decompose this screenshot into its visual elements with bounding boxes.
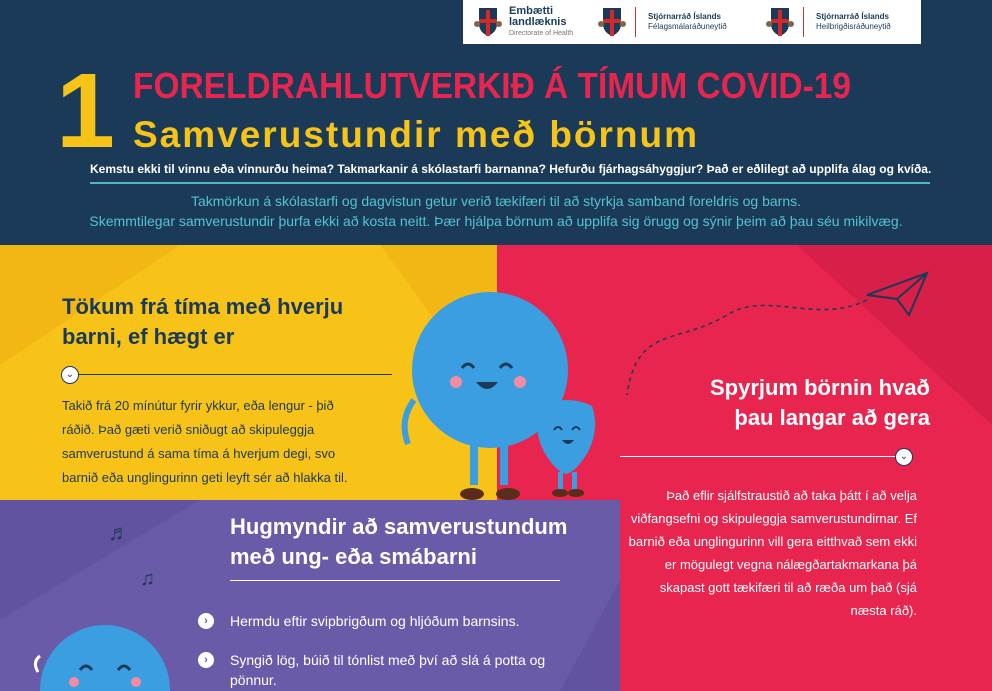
logo-line: Stjórnarráð Íslands	[648, 12, 721, 21]
chevron-right-icon: ›	[198, 613, 214, 629]
list-item	[198, 650, 558, 690]
divider	[230, 580, 560, 581]
divider	[803, 7, 804, 37]
chevron-right-icon: ›	[198, 652, 214, 668]
section-body: Það eflir sjálfstraustið að taka þátt í að velja viðfangsefni og skipuleggja samverustundirnar. Ef barnið eða unglingurinn vill gera eitthvað sem ekki er mögulegt vegna nálægðartakmarkana þá skapast gott tækifæri til að ræða um það (sjá næsta ráð).	[628, 488, 917, 618]
music-note-icon: ♫	[140, 568, 155, 590]
lead-text: Skemmtilegar samverustundir þurfa ekki að kosta neitt. Þær hjálpa börnum að upplifa sig örugg og sýnir þeim að þau séu mikilvæg.	[89, 213, 903, 229]
tip-number: 1	[56, 52, 111, 170]
section-heading: Spyrjum börnin hvað þau langar að gera	[709, 375, 930, 430]
logo-line: landlæknis	[509, 15, 567, 28]
divider	[90, 182, 930, 184]
logo-line: Heilbrigðisráðuneytið	[816, 22, 891, 31]
section-heading: Tökum frá tíma með hverju barni, ef hægt er	[62, 294, 344, 349]
logo-strip	[463, 0, 921, 44]
big-character	[405, 292, 568, 500]
list-item-text: Syngið lög, búið til tónlist með því að slá á potta og pönnur.	[230, 652, 546, 688]
section-body: Takið frá 20 mínútur fyrir ykkur, eða lengur - þið ráðið. Það gæti verið sniðugt að skipuleggja samverustund á sama tíma á hverjum degi, svo barnið eða unglingurinn geti leyft sér að hlakka til.	[62, 398, 348, 485]
chevron-down-icon: ⌄	[895, 448, 913, 466]
lead-text: Takmörkun á skólastarfi og dagvistun getur verið tækifæri til að styrkja samband foreldris og barns.	[190, 193, 802, 209]
chevron-down-icon: ⌄	[61, 366, 79, 384]
page-subtitle: Samverustundir með börnum	[133, 114, 700, 155]
small-character	[537, 400, 595, 497]
list-item-text: Hermdu eftir svipbrigðum og hljóðum barnsins.	[230, 613, 520, 629]
section-heading: Hugmyndir að samverustundum með ung- eða smábarni	[230, 514, 568, 569]
ministry-health-logo	[765, 2, 891, 42]
divider	[62, 374, 392, 375]
coat-of-arms-icon	[473, 4, 503, 40]
divider	[635, 7, 636, 37]
divider	[620, 456, 910, 457]
coat-of-arms-icon	[765, 4, 795, 40]
page-title: FORELDRAHLUTVERKIÐ Á TÍMUM COVID-19	[133, 65, 851, 106]
logo-line: Félagsmálaráðuneytið	[648, 22, 727, 31]
logo-line: Directorate of Health	[509, 29, 574, 37]
ministry-social-logo	[597, 2, 727, 42]
list-item	[198, 611, 558, 631]
characters-illustration	[400, 290, 600, 500]
coat-of-arms-icon	[597, 4, 627, 40]
music-note-icon: ♬	[108, 520, 130, 545]
character-illustration	[30, 610, 180, 691]
logo-line: Stjórnarráð Íslands	[816, 12, 889, 21]
intro-text: Kemstu ekki til vinnu eða vinnurðu heima? Takmarkanir á skólastarfi barnanna? Hefurðu fjárhagsáhyggjur? Það er eðlilegt að upplifa álag og kvíða.	[90, 162, 932, 176]
directorate-logo	[473, 2, 573, 42]
logo-line: Embætti	[509, 4, 553, 17]
